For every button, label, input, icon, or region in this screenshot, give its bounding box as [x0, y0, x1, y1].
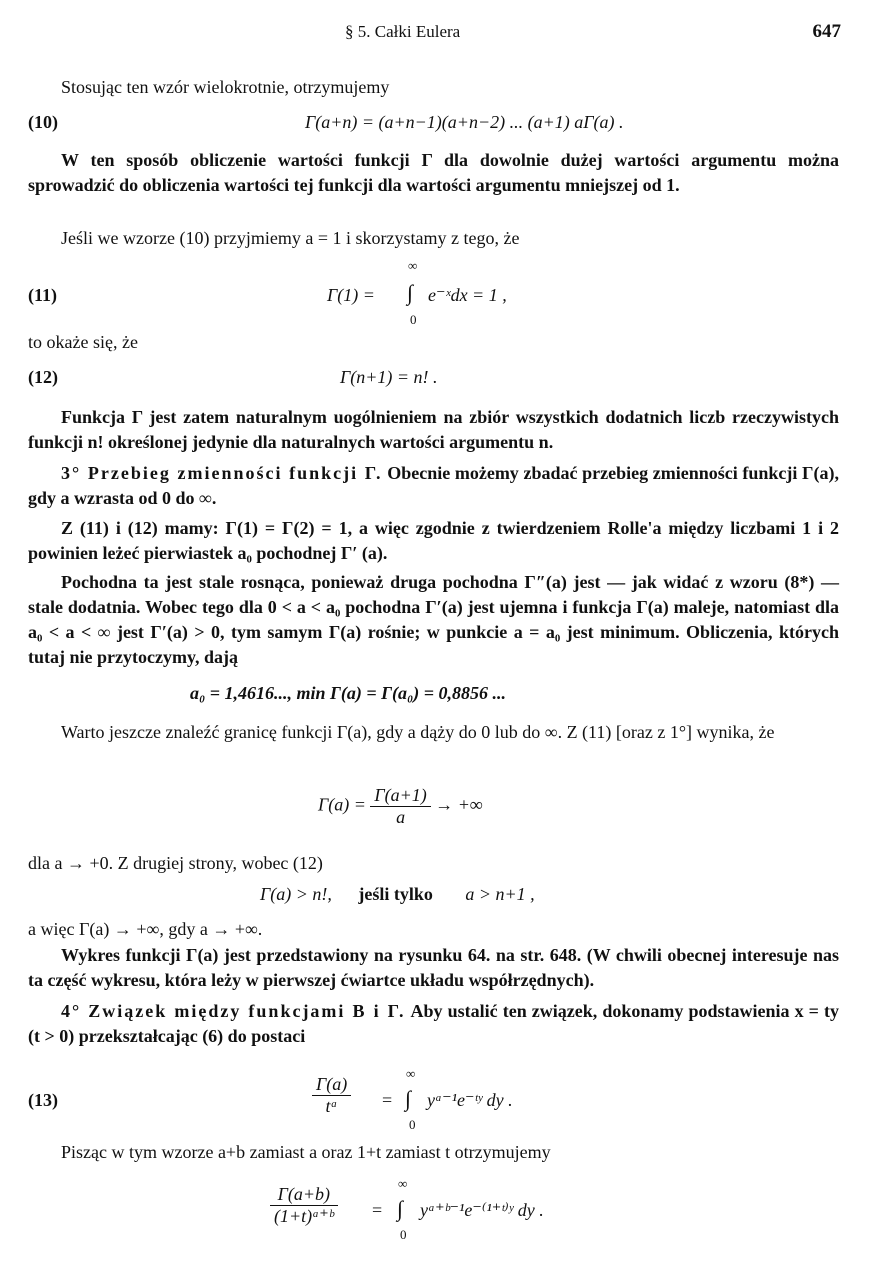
section-title: § 5. Całki Eulera	[345, 22, 461, 41]
equation-10: Γ(a+n) = (a+n−1)(a+n−2) ... (a+1) aΓ(a) .	[305, 112, 624, 132]
paragraph-7: Z (11) i (12) mamy: Γ(1) = Γ(2) = 1, a więc zgodnie z twierdzeniem Rolle'a między liczbami 1 i 2 powinien leżeć pierwiastek a₀ pochodnej Γ′ (a).	[28, 518, 839, 563]
equation-final-integrand: yᵃ⁺ᵇ⁻¹e⁻⁽¹⁺ᵗ⁾ʸ dy .	[420, 1200, 544, 1220]
equation-limit-rhs: → +∞	[435, 794, 483, 815]
subsection-4-heading: 4° Związek między funkcjami B i Γ.	[61, 1001, 406, 1021]
subsection-3-heading: 3° Przebieg zmienności funkcji Γ.	[61, 463, 383, 483]
fraction-numerator: Γ(a)	[312, 1074, 351, 1096]
paragraph-12: Wykres funkcji Γ(a) jest przedstawiony na rysunku 64. na str. 648. (W chwili obecnej interesuje nas ta część wykresu, która leży w pierwszej ćwiartce układu współrzędnych).	[28, 945, 839, 990]
paragraph-6-text: Obecnie możemy zbadać przebieg zmienności funkcji Γ(a), gdy a wzrasta od 0 do ∞.	[28, 463, 839, 508]
paragraph-10: dla a → +0. Z drugiej strony, wobec (12)	[28, 853, 323, 873]
integral-sign: ∫	[405, 1086, 412, 1111]
equation-limit-fraction	[370, 785, 430, 828]
equals-sign: =	[372, 1200, 383, 1220]
paragraph-11: a więc Γ(a) → +∞, gdy a → +∞.	[28, 919, 263, 939]
equation-12: Γ(n+1) = n! .	[340, 367, 438, 387]
paragraph-5: Funkcja Γ jest zatem naturalnym uogólnieniem na zbiór wszystkich dodatnich liczb rzeczywistych funkcji n! określonej jedynie dla naturalnych wartości argumentu n.	[28, 407, 839, 452]
integral-upper-limit: ∞	[406, 1066, 416, 1081]
inequality-rhs: a > n+1 ,	[465, 884, 535, 904]
equation-11-lhs: Γ(1) =	[327, 285, 375, 305]
integral-lower-limit: 0	[409, 1117, 416, 1132]
equation-inequality	[260, 884, 535, 905]
paragraph-9: Warto jeszcze znaleźć granicę funkcji Γ(a), gdy a dąży do 0 lub do ∞. Z (11) [oraz z 1°] wynika, że	[61, 722, 775, 742]
fraction-denominator: (1+t)ᵃ⁺ᵇ	[274, 1206, 334, 1226]
paragraph-6	[28, 461, 839, 511]
equation-limit	[318, 785, 483, 828]
equals-sign: =	[382, 1090, 393, 1110]
equation-minimum: a₀ = 1,4616..., min Γ(a) = Γ(a₀) = 0,8856 ...	[190, 683, 507, 703]
equation-final-fraction	[270, 1184, 338, 1227]
fraction-denominator: tᵃ	[325, 1096, 338, 1116]
equation-13-number: (13)	[28, 1090, 58, 1110]
equation-final-fraction-wrap	[270, 1184, 338, 1227]
integral-upper-limit: ∞	[398, 1176, 408, 1191]
paragraph-3: Jeśli we wzorze (10) przyjmiemy a = 1 i skorzystamy z tego, że	[61, 228, 520, 248]
equation-11-number: (11)	[28, 285, 57, 305]
fraction-denominator: a	[396, 807, 406, 827]
inequality-lhs: Γ(a) > n!,	[260, 884, 332, 904]
page-header	[0, 22, 893, 46]
paragraph-14: Pisząc w tym wzorze a+b zamiast a oraz 1+t zamiast t otrzymujemy	[61, 1142, 551, 1162]
equation-12-number: (12)	[28, 367, 58, 387]
paragraph-8: Pochodna ta jest stale rosnąca, ponieważ druga pochodna Γ″(a) jest — jak widać z wzoru (8*) — stale dodatnia. Wobec tego dla 0 < a < a₀ pochodna Γ′(a) jest ujemna i funkcja Γ(a) maleje, natomiast dla a₀ < a < ∞ jest Γ′(a) > 0, tym samym Γ(a) rośnie; w punkcie a = a₀ jest minimum. Obliczenia, których tutaj nie przytoczymy, dają	[28, 572, 839, 667]
page-number: 647	[812, 21, 841, 42]
integral-lower-limit: 0	[410, 312, 417, 327]
integral-upper-limit: ∞	[408, 258, 418, 273]
integral-sign: ∫	[397, 1196, 404, 1221]
integral-lower-limit: 0	[400, 1227, 407, 1242]
equation-limit-lhs: Γ(a) =	[318, 794, 366, 815]
integral-sign: ∫	[407, 280, 414, 305]
equation-13-fraction	[312, 1074, 351, 1117]
equation-10-number: (10)	[28, 112, 58, 132]
equation-13-fraction-wrap	[312, 1074, 351, 1117]
paragraph-1: Stosując ten wzór wielokrotnie, otrzymujemy	[61, 77, 390, 97]
paragraph-13	[28, 999, 839, 1049]
equation-11-integrand: e⁻ˣdx = 1 ,	[428, 285, 507, 305]
paragraph-13-text: Aby ustalić ten związek, dokonamy podstawienia x = ty (t > 0) przekształcając (6) do postaci	[28, 1001, 839, 1046]
equation-13-integrand: yᵃ⁻¹e⁻ᵗʸ dy .	[427, 1090, 513, 1110]
fraction-numerator: Γ(a+1)	[370, 785, 430, 807]
fraction-numerator: Γ(a+b)	[270, 1184, 338, 1206]
inequality-condition-text: jeśli tylko	[358, 884, 433, 904]
paragraph-4: to okaże się, że	[28, 332, 138, 352]
paragraph-2: W ten sposób obliczenie wartości funkcji Γ dla dowolnie dużej wartości argumentu można sprowadzić do obliczenia wartości tej funkcji dla wartości argumentu mniejszej od 1.	[28, 150, 839, 195]
